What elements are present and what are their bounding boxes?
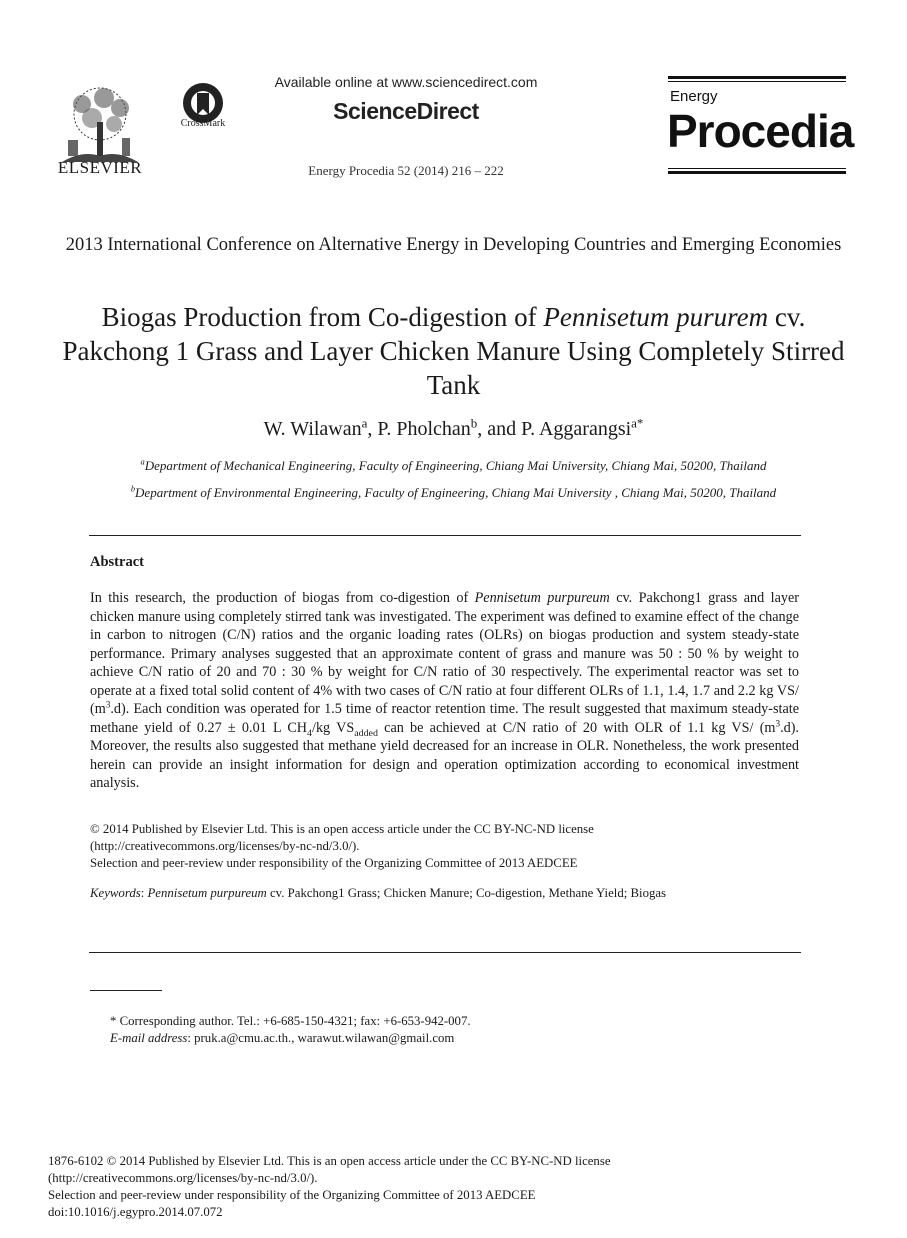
affiliation-a <box>60 458 847 474</box>
abstract-species: Pennisetum purpureum <box>474 590 610 606</box>
footer-doi[interactable]: doi:10.1016/j.egypro.2014.07.072 <box>48 1205 223 1219</box>
license-block <box>90 821 790 872</box>
title-text: Biogas Production from Co-digestion of <box>101 302 544 332</box>
elsevier-wordmark: ELSEVIER <box>57 158 143 177</box>
journal-name-big: Procedia <box>667 105 854 157</box>
license-line: Selection and peer-review under responsibility of the Organizing Committee of 2013 AEDCEE <box>90 856 578 870</box>
sciencedirect-wordmark: ScienceDirect <box>333 98 479 124</box>
author-separator: and <box>487 418 522 440</box>
title-text: cv. Pakchong 1 Grass and Layer Chicken Manure Using Completely Stirred Tank <box>62 302 845 400</box>
author-affiliation-mark: b <box>470 415 478 431</box>
journal-reference: Energy Procedia 52 (2014) 216 – 222 <box>308 163 504 178</box>
procedia-rule <box>668 81 846 82</box>
author-affiliation-mark: a <box>361 415 368 431</box>
page-footer <box>48 1153 808 1221</box>
keywords-text: cv. Pakchong1 Grass; Chicken Manure; Co-digestion, Methane Yield; Biogas <box>266 886 667 900</box>
license-line: © 2014 Published by Elsevier Ltd. This is an open access article under the CC BY-NC-ND license <box>90 822 594 836</box>
author-list <box>60 415 847 441</box>
section-divider <box>89 535 801 536</box>
affiliation-mark: a <box>140 456 145 467</box>
procedia-rule <box>668 168 846 169</box>
email-colon: : <box>187 1031 195 1045</box>
affiliation-text: Department of Environmental Engineering, Faculty of Engineering, Chiang Mai University , Chiang Mai, 50200, Thailand <box>135 485 777 500</box>
keywords-label: Keywords <box>90 886 141 900</box>
abstract-heading: Abstract <box>90 554 144 570</box>
email-line <box>110 1030 790 1047</box>
procedia-rule <box>668 76 846 79</box>
crossmark-label: CrossMark <box>180 118 226 129</box>
abstract-text: .d). Moreover, the results also suggested that methane yield decreased for an increase in OLR. Nonetheless, the work presented herein can provide an insight information for design and operation optimization according to economical investment analysis. <box>90 719 799 791</box>
abstract-text: can be achieved at C/N ratio of 20 with OLR of 1.1 kg VS/ (m <box>377 719 776 736</box>
footer-license-link[interactable]: (http://creativecommons.org/licenses/by-nc-nd/3.0/). <box>48 1171 318 1185</box>
paper-title <box>60 300 847 402</box>
author-separator: , <box>367 418 378 440</box>
author-name: P. Pholchan <box>377 418 471 440</box>
keywords-colon: : <box>140 886 148 900</box>
email-label: E-mail address <box>110 1031 188 1045</box>
affiliation-mark: b <box>130 483 136 494</box>
journal-name-small: Energy <box>670 88 718 105</box>
author-affiliation-mark: a* <box>631 415 644 431</box>
author-name: P. Aggarangsi <box>521 418 632 440</box>
title-species: Pennisetum pururem <box>543 302 769 332</box>
keywords-line <box>90 886 800 901</box>
procedia-rule <box>668 171 846 174</box>
footer-line: 1876-6102 © 2014 Published by Elsevier Ltd. This is an open access article under the CC BY-NC-ND license <box>48 1154 611 1168</box>
license-link[interactable]: (http://creativecommons.org/licenses/by-nc-nd/3.0/). <box>90 839 360 853</box>
abstract-text: In this research, the production of biogas from co-digestion of <box>90 590 475 606</box>
abstract-superscript: 3 <box>105 699 111 710</box>
available-online-line[interactable]: Available online at www.sciencedirect.com <box>274 74 538 90</box>
corresponding-contact: * Corresponding author. Tel.: +6-685-150-4321; fax: +6-653-942-007. <box>110 1014 471 1028</box>
corresponding-author-note <box>110 1013 790 1047</box>
keyword-species: Pennisetum purpureum <box>147 886 267 900</box>
abstract-superscript: 3 <box>775 717 781 728</box>
footnote-rule <box>90 990 162 991</box>
author-separator: , <box>477 418 488 440</box>
abstract-body <box>90 589 799 793</box>
author-name: W. Wilawan <box>263 418 362 440</box>
section-divider <box>89 952 801 953</box>
abstract-text: /kg VS <box>312 719 355 736</box>
abstract-subscript: 4 <box>307 727 312 739</box>
abstract-subscript: added <box>354 727 378 739</box>
email-addresses[interactable]: pruk.a@cmu.ac.th., warawut.wilawan@gmail.com <box>194 1031 455 1045</box>
affiliation-b <box>60 485 847 501</box>
abstract-text: .d). Each condition was operated for 1.5 time of reactor retention time. The result suggested that maximum steady-state methane yield of 0.27 ± 0.01 L CH <box>90 701 799 736</box>
abstract-text: cv. Pakchong1 grass and layer chicken manure using completely stirred tank was investigated. The experiment was defined to examine effect of the change in carbon to nitrogen (C/N) ratios and the organic loading rates (OLRs) on biogas production and system steady-state performance. Primary analyses suggested that an approximate content of grass and manure was 50 : 50 % by weight to achieve C/N ratio of 20 and 70 : 30 % by weight for C/N ratio of 30 respectively. The experimental reactor was set to operate at a fixed total solid content of 4% with two cases of C/N ratio at four different OLRs of 1.1, 1.4, 1.7 and 2.2 kg VS/ (m <box>90 590 799 717</box>
footer-line: Selection and peer-review under responsibility of the Organizing Committee of 2013 AEDCEE <box>48 1188 536 1202</box>
conference-name: 2013 International Conference on Alternative Energy in Developing Countries and Emerging Economies <box>65 235 842 255</box>
affiliation-text: Department of Mechanical Engineering, Faculty of Engineering, Chiang Mai University, Chiang Mai, 50200, Thailand <box>144 458 767 473</box>
